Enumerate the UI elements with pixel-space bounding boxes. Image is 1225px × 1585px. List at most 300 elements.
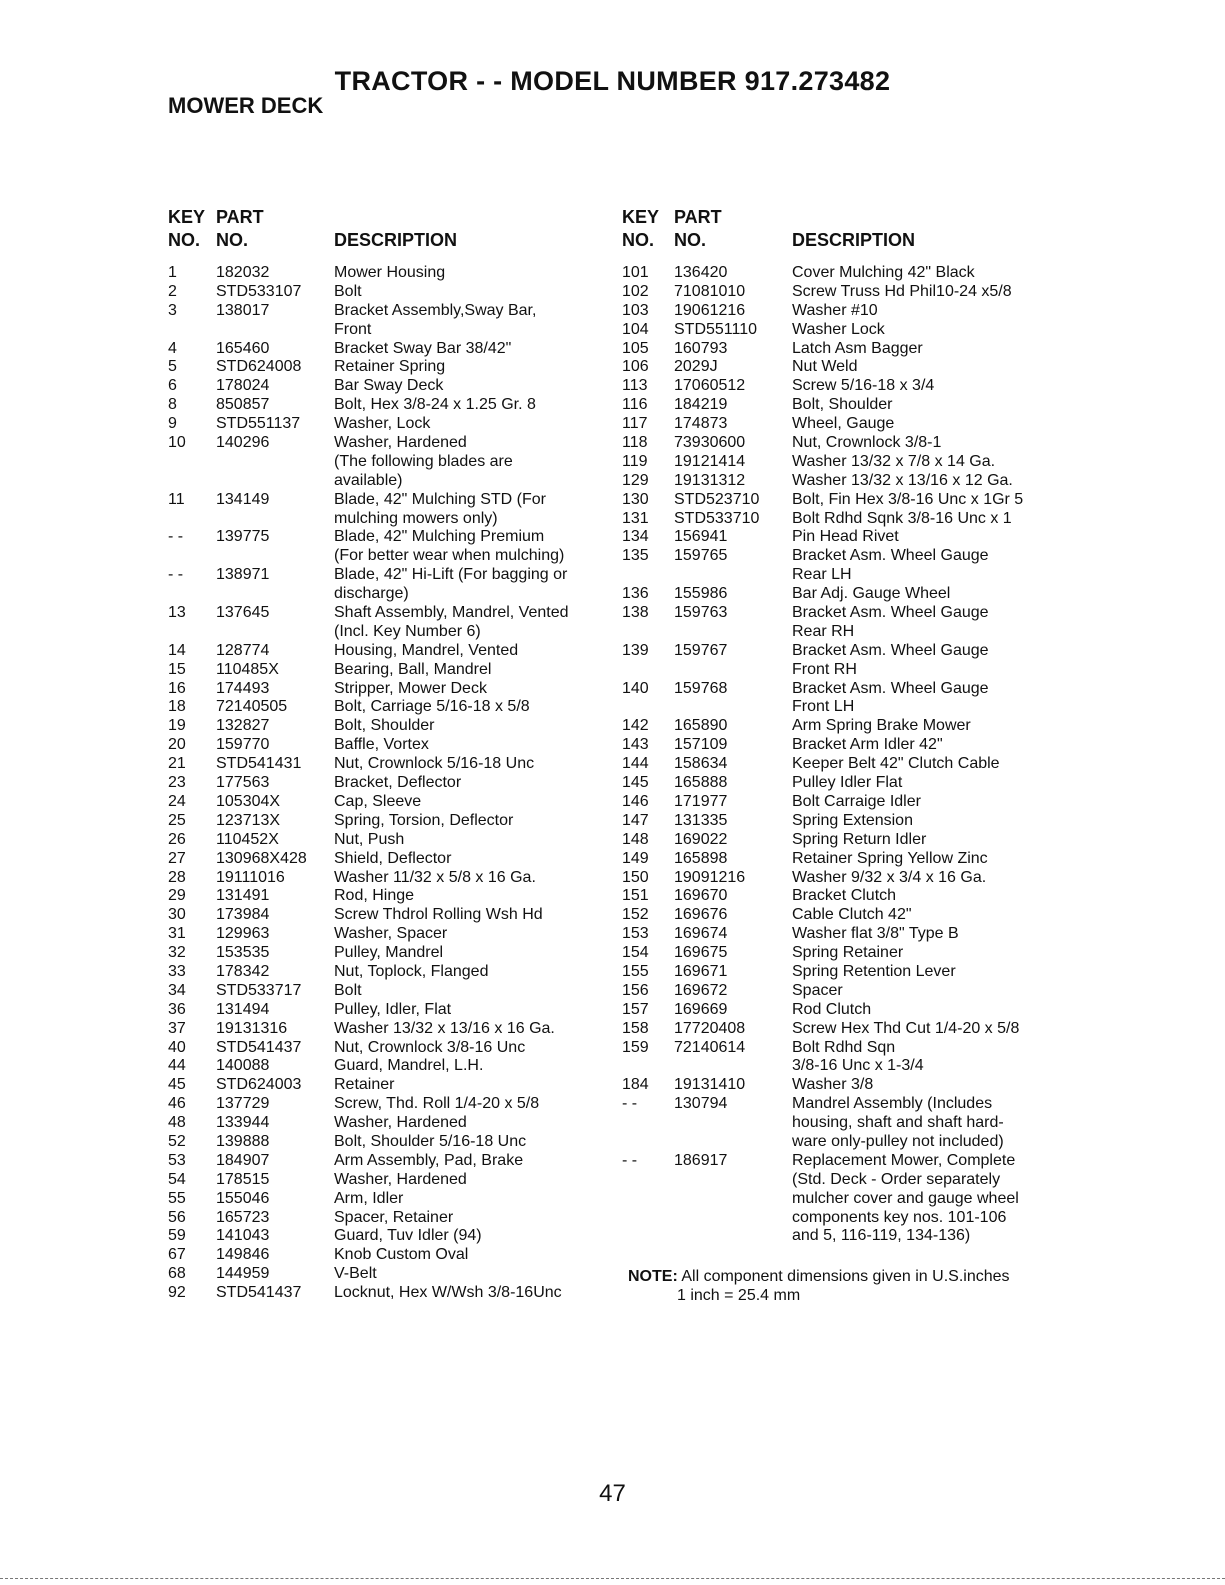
part-number: STD624003 [216,1076,302,1094]
table-row [622,642,1062,661]
key-number: 24 [168,792,186,810]
part-number: STD523710 [674,490,760,508]
table-row [622,566,1062,585]
table-row [622,1152,1062,1171]
key-number: 5 [168,358,177,376]
table-row [622,1020,1062,1039]
description: Nut, Crownlock 5/16-18 Unc [334,755,535,773]
table-row [168,642,608,661]
table-row [168,585,608,604]
description: Washer, Hardened [334,1114,467,1132]
part-number: 73930600 [674,434,746,452]
part-number: 184219 [674,396,728,414]
table-row [622,547,1062,566]
key-number: 45 [168,1076,186,1094]
key-number: 155 [622,962,649,980]
part-number: 158634 [674,755,728,773]
description: Pulley Idler Flat [792,774,903,792]
note-label: NOTE: [628,1268,678,1285]
description: Cap, Sleeve [334,792,422,810]
key-number: 147 [622,811,649,829]
description: Bolt [334,282,362,300]
key-header-2: NO. [622,230,655,250]
description: Screw, Thd. Roll 1/4-20 x 5/8 [334,1095,540,1113]
key-number: 28 [168,868,186,886]
key-number: - - [168,566,184,584]
table-row [622,661,1062,680]
key-number: 146 [622,792,649,810]
key-number: 37 [168,1019,186,1037]
key-number: 154 [622,944,649,962]
description: Locknut, Hex W/Wsh 3/8-16Unc [334,1284,562,1302]
key-number: 26 [168,830,186,848]
description: Bolt Rdhd Sqnk 3/8-16 Unc x 1 [792,509,1012,527]
key-number: 139 [622,641,649,659]
part-number: 850857 [216,396,270,414]
table-row [168,302,608,321]
table-row [622,736,1062,755]
description: Bracket Asm. Wheel Gauge [792,547,989,565]
key-number: 103 [622,301,649,319]
key-number: 20 [168,736,186,754]
description: mulcher cover and gauge wheel [792,1189,1019,1207]
key-number: 25 [168,811,186,829]
key-number: 6 [168,377,177,395]
key-number: 145 [622,774,649,792]
key-number: 11 [168,490,185,508]
table-row [622,585,1062,604]
table-row [168,1020,608,1039]
description: Rear RH [792,622,855,640]
table-row [168,1152,608,1171]
key-number: 184 [622,1076,649,1094]
part-number: 155046 [216,1189,270,1207]
table-row [622,321,1062,340]
table-row [168,944,608,963]
key-number: 92 [168,1284,186,1302]
key-number: 130 [622,490,649,508]
part-header-2: NO. [216,230,249,250]
part-number: 130794 [674,1095,728,1113]
table-row [622,982,1062,1001]
table-row [168,472,608,491]
table-row [622,774,1062,793]
key-number: - - [622,1095,638,1113]
description: Washer 13/32 x 7/8 x 14 Ga. [792,452,996,470]
note-text: All component dimensions given in U.S.inches [681,1268,1010,1285]
part-number: 157109 [674,736,728,754]
description: Bracket, Deflector [334,774,462,792]
table-row [168,1039,608,1058]
table-row [168,755,608,774]
table-row [622,623,1062,642]
table-row [168,717,608,736]
description: Mandrel Assembly (Includes [792,1095,993,1113]
part-number: 178515 [216,1170,270,1188]
table-row [622,377,1062,396]
key-number: 16 [168,679,186,697]
key-number: 29 [168,887,186,905]
description: Cover Mulching 42" Black [792,264,975,281]
key-number: 67 [168,1246,186,1264]
left-parts-list [168,264,608,1303]
description-header: DESCRIPTION [334,230,458,250]
description: Bracket Assembly,Sway Bar, [334,301,537,319]
key-number: 157 [622,1000,649,1018]
part-number: 19131316 [216,1019,288,1037]
part-number: 149846 [216,1246,270,1264]
part-number: 136420 [674,264,728,281]
part-number: 159763 [674,604,728,622]
key-number: 151 [622,887,649,905]
part-number: 131335 [674,811,728,829]
key-number: 40 [168,1038,186,1056]
key-number: 34 [168,981,186,999]
key-number: 143 [622,736,649,754]
table-row [168,604,608,623]
key-number: 159 [622,1038,649,1056]
description: Washer Lock [792,320,885,338]
part-number: 165890 [674,717,728,735]
part-header-1: PART [216,207,264,227]
part-number: 153535 [216,944,270,962]
part-number: 72140614 [674,1038,746,1056]
description: Guard, Tuv Idler (94) [334,1227,482,1245]
key-number: 150 [622,868,649,886]
part-number: 137729 [216,1095,270,1113]
part-number: 169669 [674,1000,728,1018]
description: Nut, Push [334,830,405,848]
description: Front LH [792,698,855,716]
description: 3/8-16 Unc x 1-3/4 [792,1057,924,1075]
part-number: 174873 [674,415,728,433]
description: Blade, 42" Mulching STD (For [334,490,546,508]
key-number: 105 [622,339,649,357]
description: mulching mowers only) [334,509,498,527]
part-number: 19061216 [674,301,746,319]
table-row [168,453,608,472]
description: Washer, Lock [334,415,431,433]
table-row [168,566,608,585]
description: Spring Retainer [792,944,904,962]
part-number: 165888 [674,774,728,792]
key-number: 36 [168,1000,186,1018]
part-number: 165460 [216,339,270,357]
part-number: 19111016 [216,868,285,886]
page-bottom-rule [0,1578,1225,1579]
description: components key nos. 101-106 [792,1208,1007,1226]
key-number: 33 [168,962,186,980]
table-row [168,963,608,982]
description: Spring Extension [792,811,913,829]
description: Wheel, Gauge [792,415,895,433]
part-number: 129963 [216,925,270,943]
part-number: 71081010 [674,282,746,300]
description: Nut, Toplock, Flanged [334,962,489,980]
description: (The following blades are [334,452,513,470]
part-number: 159768 [674,679,728,697]
description: Shaft Assembly, Mandrel, Vented [334,604,569,622]
table-row [168,1133,608,1152]
part-header-2: NO. [674,230,707,250]
page-number: 47 [599,1480,626,1507]
part-number: 169022 [674,830,728,848]
table-row [622,1039,1062,1058]
key-number: 134 [622,528,649,546]
part-number: 165898 [674,849,728,867]
key-header-2: NO. [168,230,201,250]
description: Spring Return Idler [792,830,927,848]
key-number: 8 [168,396,177,414]
table-row [168,698,608,717]
description: Retainer [334,1076,395,1094]
description: (Std. Deck - Order separately [792,1170,1001,1188]
key-number: 140 [622,679,649,697]
part-number: 110485X [216,660,279,678]
key-number: - - [168,528,184,546]
table-row [168,1227,608,1246]
description: Spring Retention Lever [792,962,956,980]
description: discharge) [334,585,409,603]
part-number: 171977 [674,792,728,810]
part-number: 140088 [216,1057,270,1075]
part-number: 156941 [674,528,728,546]
table-row [622,925,1062,944]
part-number: 19131312 [674,471,746,489]
description: Knob Custom Oval [334,1246,469,1264]
table-row [168,736,608,755]
description: Blade, 42" Mulching Premium [334,528,545,546]
table-row [622,415,1062,434]
table-row [168,377,608,396]
description: Spacer [792,981,843,999]
table-row [622,1209,1062,1228]
table-row [622,1190,1062,1209]
key-number: 13 [168,604,186,622]
description: Bracket Asm. Wheel Gauge [792,679,989,697]
description: Mower Housing [334,264,446,281]
description: Washer flat 3/8" Type B [792,925,959,943]
table-row [622,717,1062,736]
table-row [622,680,1062,699]
table-row [622,1133,1062,1152]
table-row [168,396,608,415]
description: Pulley, Mandrel [334,944,444,962]
part-number: 2029J [674,358,718,376]
key-number: 32 [168,944,186,962]
part-number: 139775 [216,528,270,546]
description: Washer 13/32 x 13/16 x 12 Ga. [792,471,1013,489]
table-row [168,415,608,434]
description: Spacer, Retainer [334,1208,454,1226]
part-number: 133944 [216,1114,270,1132]
key-number: 68 [168,1265,186,1283]
description: Shield, Deflector [334,849,452,867]
table-row [168,1265,608,1284]
description: Baffle, Vortex [334,736,429,754]
section-title: MOWER DECK [168,93,324,118]
part-number: 110452X [216,830,279,848]
description: Rod Clutch [792,1000,872,1018]
part-number: 186917 [674,1151,728,1169]
part-number: 138017 [216,301,270,319]
key-number: 10 [168,434,186,452]
description: Bolt, Carriage 5/16-18 x 5/8 [334,698,530,716]
description: Replacement Mower, Complete [792,1151,1016,1169]
description: Retainer Spring [334,358,446,376]
key-number: 129 [622,471,649,489]
table-row [168,982,608,1001]
description: Bracket Sway Bar 38/42" [334,339,512,357]
description: Blade, 42" Hi-Lift (For bagging or [334,566,568,584]
table-row [622,340,1062,359]
key-number: 48 [168,1114,186,1132]
key-number: 59 [168,1227,186,1245]
description: Bracket Asm. Wheel Gauge [792,641,989,659]
part-number: 169674 [674,925,728,943]
part-number: 177563 [216,774,270,792]
table-row [168,528,608,547]
part-number: 134149 [216,490,270,508]
key-number: 113 [622,377,648,395]
part-number: 159767 [674,641,728,659]
description: Bearing, Ball, Mandrel [334,660,492,678]
table-row [622,510,1062,529]
description: Washer 9/32 x 3/4 x 16 Ga. [792,868,987,886]
table-row [168,510,608,529]
key-number: 1 [168,264,177,281]
table-row [622,1001,1062,1020]
part-number: STD551110 [674,320,758,338]
part-number: 178024 [216,377,270,395]
key-number: 136 [622,585,649,603]
key-number: 55 [168,1189,186,1207]
table-row [622,283,1062,302]
table-row [168,434,608,453]
key-number: - - [622,1151,638,1169]
table-row [622,698,1062,717]
table-row [168,358,608,377]
description: Stripper, Mower Deck [334,679,487,697]
key-number: 148 [622,830,649,848]
part-number: 144959 [216,1265,270,1283]
table-row [622,1114,1062,1133]
key-number: 131 [622,509,649,527]
key-header-1: KEY [168,207,206,227]
description: (Incl. Key Number 6) [334,622,481,640]
key-number: 135 [622,547,649,565]
key-number: 144 [622,755,649,773]
description: Pin Head Rivet [792,528,899,546]
description: Screw Hex Thd Cut 1/4-20 x 5/8 [792,1019,1020,1037]
key-header-1: KEY [622,207,660,227]
description: Latch Asm Bagger [792,339,923,357]
description: Washer, Hardened [334,1170,467,1188]
description: Screw Truss Hd Phil10-24 x5/8 [792,282,1012,300]
description: Bolt Carraige Idler [792,792,921,810]
table-row [622,1095,1062,1114]
right-parts-list [622,264,1062,1246]
part-number: 160793 [674,339,728,357]
description: (For better wear when mulching) [334,547,565,565]
part-number: 174493 [216,679,270,697]
table-row [168,887,608,906]
part-number: STD541431 [216,755,302,773]
table-row [168,1095,608,1114]
description: Bracket Clutch [792,887,897,905]
description: Rear LH [792,566,852,584]
description: Rod, Hinge [334,887,415,905]
table-row [168,906,608,925]
description: and 5, 116-119, 134-136) [792,1227,971,1245]
part-number: 17060512 [674,377,746,395]
table-row [168,1190,608,1209]
part-number: STD533710 [674,509,760,527]
part-number: 169671 [674,962,728,980]
key-number: 152 [622,906,649,924]
description: Washer, Spacer [334,925,448,943]
note-conversion: 1 inch = 25.4 mm [677,1287,801,1304]
part-number: 165723 [216,1208,270,1226]
description: available) [334,471,403,489]
table-row [622,812,1062,831]
table-row [168,661,608,680]
description: Arm, Idler [334,1189,404,1207]
part-number: 184907 [216,1151,270,1169]
part-number: 17720408 [674,1019,746,1037]
table-row [622,963,1062,982]
key-number: 142 [622,717,649,735]
description: Washer 11/32 x 5/8 x 16 Ga. [334,868,536,886]
description: Bar Sway Deck [334,377,444,395]
table-row [168,264,608,283]
table-row [168,850,608,869]
part-number: 155986 [674,585,728,603]
table-row [168,869,608,888]
table-row [168,1057,608,1076]
description: Bolt [334,981,362,999]
table-row [622,944,1062,963]
table-row [168,680,608,699]
description: Front RH [792,660,857,678]
key-number: 54 [168,1170,186,1188]
key-number: 30 [168,906,186,924]
key-number: 102 [622,282,649,300]
key-number: 101 [622,264,649,281]
key-number: 44 [168,1057,186,1075]
key-number: 117 [622,415,648,433]
table-row [622,887,1062,906]
description: Spring, Torsion, Deflector [334,811,514,829]
table-row [168,340,608,359]
description: Bolt, Shoulder [334,717,435,735]
key-number: 2 [168,282,177,300]
description: Washer 13/32 x 13/16 x 16 Ga. [334,1019,555,1037]
table-row [622,1057,1062,1076]
part-number: 139888 [216,1132,270,1150]
table-row [168,491,608,510]
part-number: 140296 [216,434,270,452]
description: Bolt, Shoulder [792,396,893,414]
key-number: 153 [622,925,649,943]
part-number: STD551137 [216,415,301,433]
key-number: 18 [168,698,186,716]
table-row [168,623,608,642]
table-row [622,1227,1062,1246]
table-row [622,850,1062,869]
table-row [168,1114,608,1133]
part-number: 130968X428 [216,849,307,867]
